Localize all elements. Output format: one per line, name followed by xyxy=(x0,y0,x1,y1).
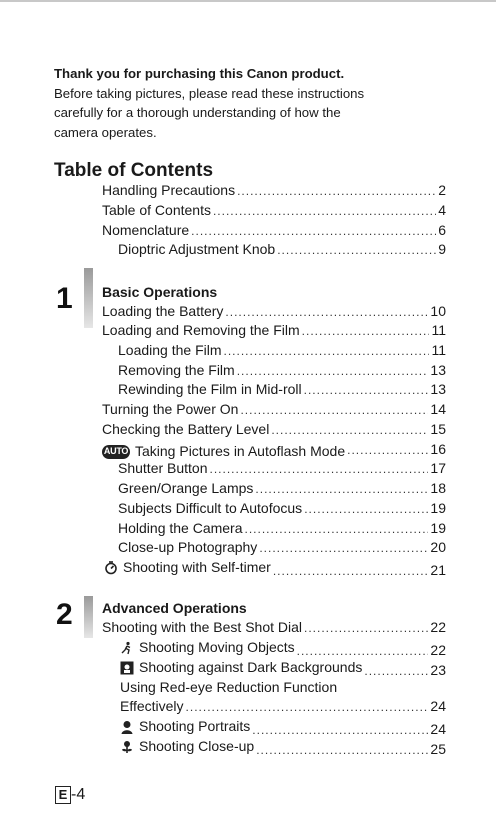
toc-entry-label: Loading the Battery xyxy=(102,303,224,319)
toc-entry[interactable] xyxy=(118,479,446,498)
section-2-heading: Advanced Operations xyxy=(102,600,247,616)
toc-entry[interactable] xyxy=(102,201,446,220)
toc-entry[interactable] xyxy=(120,717,446,736)
intro-line: camera operates. xyxy=(54,124,157,140)
intro-paragraph xyxy=(54,64,454,142)
page-number xyxy=(55,786,85,804)
toc-entry-page: 23 xyxy=(430,661,446,677)
toc-entry-page: 19 xyxy=(430,500,446,516)
toc-entry-label: Shooting Portraits xyxy=(139,718,251,734)
toc-entry-page: 2 xyxy=(438,182,446,198)
intro-line: carefully for a thorough understanding of how the xyxy=(54,105,341,120)
toc-entry[interactable] xyxy=(118,361,446,380)
portrait-icon xyxy=(120,720,134,734)
toc-entry[interactable] xyxy=(120,697,446,716)
toc-entry-label: Using Red-eye Reduction Function xyxy=(120,679,338,695)
top-rule xyxy=(0,0,496,2)
toc-entry xyxy=(120,678,446,697)
toc-entry-label: Nomenclature xyxy=(102,222,190,238)
toc-entry-label: Dioptric Adjustment Knob xyxy=(118,241,276,257)
toc-entry[interactable] xyxy=(118,459,446,478)
toc-entry-page: 16 xyxy=(430,441,446,457)
toc-entry[interactable] xyxy=(118,519,446,538)
toc-entry[interactable] xyxy=(102,420,446,439)
toc-entry-label: Handling Precautions xyxy=(102,182,236,198)
toc-entry-label: Shooting with Self-timer xyxy=(123,559,271,575)
toc-entry[interactable] xyxy=(118,499,446,518)
toc-entry-page: 11 xyxy=(431,322,446,338)
toc-entry-label: Shooting with the Best Shot Dial xyxy=(102,619,303,635)
toc-entry-page: 17 xyxy=(430,460,446,476)
toc-entry-label: Turning the Power On xyxy=(102,401,239,417)
toc-entry-label: Shooting against Dark Backgrounds xyxy=(139,659,363,675)
section-1-bar xyxy=(84,268,93,328)
toc-entry-page: 21 xyxy=(430,561,446,577)
toc-entry-label: Subjects Difficult to Autofocus xyxy=(118,500,303,516)
toc-entry-page: 15 xyxy=(430,421,446,437)
auto-mode-icon: AUTO xyxy=(102,445,130,459)
intro-line: Before taking pictures, please read these instructions xyxy=(54,85,365,101)
toc-entry-label: Loading the Film xyxy=(118,342,222,358)
toc-entry-label: Shooting Close-up xyxy=(139,738,255,754)
toc-entry[interactable] xyxy=(102,618,446,637)
toc-entry[interactable] xyxy=(104,558,446,577)
toc-entry-label: Green/Orange Lamps xyxy=(118,480,254,496)
backlight-icon xyxy=(120,661,134,675)
toc-entry-page: 11 xyxy=(431,342,446,358)
toc-entry-label: Effectively xyxy=(120,698,184,714)
toc-entry-page: 20 xyxy=(430,539,446,555)
toc-entry[interactable] xyxy=(102,400,446,419)
section-2-number: 2 xyxy=(56,598,73,631)
toc-entry-page: 24 xyxy=(430,698,446,714)
self-timer-icon xyxy=(104,561,118,575)
toc-entry[interactable] xyxy=(120,737,446,756)
intro-bold-line: Thank you for purchasing this Canon product. xyxy=(54,66,345,81)
toc-entry-label: Shooting Moving Objects xyxy=(139,639,295,655)
toc-entry[interactable] xyxy=(120,658,446,677)
toc-entry-page: 22 xyxy=(430,641,446,657)
toc-entry[interactable] xyxy=(118,380,446,399)
toc-entry-page: 13 xyxy=(430,362,446,378)
toc-entry-page: 22 xyxy=(430,619,446,635)
toc-entry-page: 13 xyxy=(430,381,446,397)
toc-entry-page: 10 xyxy=(430,303,446,319)
language-marker: E xyxy=(55,786,71,804)
toc-entry-page: 14 xyxy=(430,401,446,417)
section-1-heading: Basic Operations xyxy=(102,284,218,300)
toc-entry[interactable] xyxy=(102,181,446,200)
toc-entry-label: Removing the Film xyxy=(118,362,235,378)
toc-entry-label: Close-up Photography xyxy=(118,539,258,555)
toc-entry-page: 24 xyxy=(430,720,446,736)
toc-entry-page: 19 xyxy=(430,520,446,536)
toc-entry-label: Checking the Battery Level xyxy=(102,421,270,437)
toc-entry[interactable] xyxy=(118,538,446,557)
toc-title: Table of Contents xyxy=(54,160,214,181)
toc-entry[interactable] xyxy=(118,240,446,259)
page-number-text: -4 xyxy=(71,786,86,803)
toc-entry-page: 6 xyxy=(438,222,446,238)
section-1-number: 1 xyxy=(56,282,73,315)
toc-entry-label: Rewinding the Film in Mid-roll xyxy=(118,381,302,397)
toc-entry-label: Holding the Camera xyxy=(118,520,243,536)
flower-icon xyxy=(120,740,134,754)
toc-entry-page: 25 xyxy=(430,740,446,756)
toc-entry[interactable] xyxy=(102,440,446,459)
toc-entry-label: Loading and Removing the Film xyxy=(102,322,300,338)
toc-entry[interactable] xyxy=(118,341,446,360)
toc-entry[interactable] xyxy=(102,302,446,321)
toc-entry-label: Shutter Button xyxy=(118,460,208,476)
toc-entry-page: 4 xyxy=(438,202,446,218)
running-figure-icon xyxy=(120,641,134,655)
toc-entry[interactable] xyxy=(120,638,446,657)
toc-entry-label: Table of Contents xyxy=(102,202,211,218)
toc-entry-page: 9 xyxy=(438,241,446,257)
toc-entry[interactable] xyxy=(102,321,446,340)
toc-entry[interactable] xyxy=(102,221,446,240)
toc-entry-page: 18 xyxy=(430,480,446,496)
section-2-bar xyxy=(84,596,93,638)
toc-entry-label: Taking Pictures in Autoflash Mode xyxy=(135,443,346,459)
